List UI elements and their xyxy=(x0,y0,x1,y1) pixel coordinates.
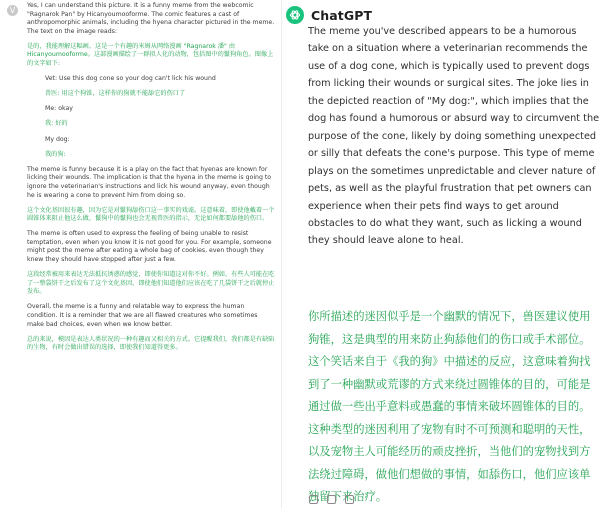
assistant-response-panel xyxy=(282,0,600,508)
user-message-body xyxy=(27,2,275,359)
user-paragraph-en: The meme is funny because it is a play on the fact that hyenas are known for licking their wounds. The implication is that the hyena in the meme is going to ignore the veterinarian's instructions and lick his wound anyway, even though he is wearing a cone to prevent him from doing so. xyxy=(27,165,272,199)
user-avatar: V xyxy=(7,5,18,16)
dialogue-line: 我的狗: xyxy=(45,150,66,158)
dialogue-line: Vet: Use this dog cone so your dog can't lick his wound xyxy=(45,75,216,83)
openai-knot-icon xyxy=(289,9,301,21)
assistant-response-en: The meme you've described appears to be a humorous take on a situation where a veterinarian recommends the use of a dog cone, which is typically used to prevent dogs from licking their wounds or surgical sites. The joke lies in the depicted reaction of "My dog:", which implies that the dog has found a humorous or absurd way to circumvent the purpose of the cone, likely by doing something unexpected or silly that defeats the cone's purpose. This type of meme plays on the sometimes unpredictable and clever nature of pets, as well as the playful frustration that pet owners can experience when their pets find ways to get around obstacles to do what they want, such as licking a wound they should leave alone to heal. xyxy=(308,26,600,247)
dialogue-line: My dog: xyxy=(45,135,70,143)
user-intro-en: Yes, I can understand this picture. It is a funny meme from the webcomic "Ragnarok Pan" by Hicanyoumooforme. The comic features a cast of anthropomorphic animals, including the hyena character pictured in the meme. The text on the image reads: xyxy=(27,2,275,35)
user-paragraph-en: The meme is often used to express the feeling of being unable to resist temptation, even when you know it is not good for you. For example, someone might post the meme after eating a whole bag of cookies, even though they knew they should have stopped after just a few. xyxy=(27,230,272,264)
message-actions xyxy=(309,495,354,504)
user-paragraph-zh: 这个文化基因很有趣，因为它是对鬣狗舔伤口这一事实的戏谑。这意味着，即使他戴着一个圆锥体来阻止他这么做，鬣狗中的鬣狗也会无视兽医的指示，无论如何都要舔他的伤口。 xyxy=(27,206,275,223)
thumbs-down-icon[interactable] xyxy=(345,495,354,504)
user-paragraph-zh: 这段经常被用来表达无法抵抗诱惑的感觉，即使你知道这对你不好。例如，有些人可能在吃了一整袋饼干之后发布了这个文化基因，即使他们知道他们应该在吃了几袋饼干之后就停止发布。 xyxy=(27,271,275,296)
user-paragraph-zh: 总的来说，模因是表达人类状况的一种有趣而又相关的方式。它提醒我们，我们都是有缺陷的生物，有时会做出错误的选择，即使我们知道得更多。 xyxy=(27,335,275,352)
dialogue-line: 我: 好的 xyxy=(45,120,68,128)
assistant-response-zh: 你所描述的迷因似乎是一个幽默的情况下，兽医建议使用狗锥，这是典型的用来防止狗舔他们的伤口或手术部位。这个笑话来自于《我的狗》中描述的反应，这意味着狗找到了一种幽默或荒谬的方式来绕过圆锥体的目的，可能是通过做一些出乎意料或愚蠢的事情来破坏圆锥体的目的。这种类型的迷因利用了宠物有时不可预测和聪明的天性，以及宠物主人可能经历的顽皮挫折，当他们的宠物找到方法绕过障碍，做他们想做的事情，如舔伤口，他们应该单独留下来治疗。 xyxy=(308,310,591,503)
assistant-header xyxy=(286,5,372,25)
user-message-panel xyxy=(0,0,281,508)
dialogue-line: 兽医: 用这个狗锥，这样你的狗就不能舔它的伤口了 xyxy=(45,90,186,98)
user-paragraph-en: Overall, the meme is a funny and relatable way to express the human condition. It is a reminder that we are all flawed creatures who sometimes make bad choices, even when we know better. xyxy=(27,303,258,328)
chatgpt-logo-icon xyxy=(286,6,304,24)
user-intro-zh: 是的，我能理解这幅画。这是一个有趣的米姆从网络漫画 "Ragnarok 潘" 由 Hicanyoumooforme。这部漫画描绘了一群拟人化的动物，包括图中的鬣狗角色。图像上的文字如下: xyxy=(27,42,274,68)
copy-icon[interactable] xyxy=(309,495,318,504)
meme-dialogue xyxy=(27,75,275,159)
assistant-name: ChatGPT xyxy=(311,7,373,23)
dialogue-line: Me: okay xyxy=(45,105,73,113)
thumbs-up-icon[interactable] xyxy=(327,495,336,504)
